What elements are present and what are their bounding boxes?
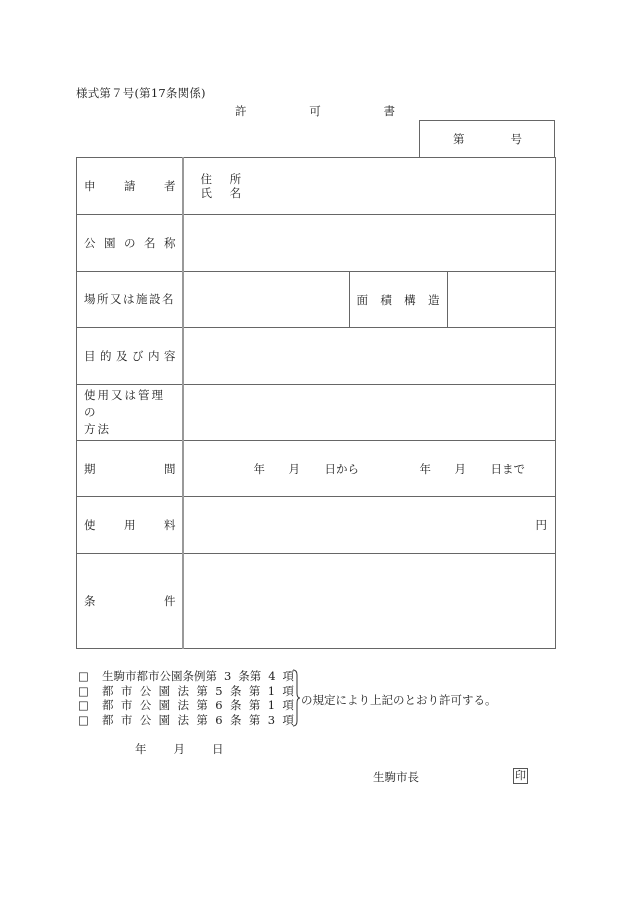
title-char: 許 bbox=[235, 104, 247, 118]
checkbox-icon[interactable]: □ bbox=[78, 683, 89, 698]
legal-text: 3 bbox=[223, 669, 232, 683]
document-title bbox=[235, 103, 395, 119]
legal-text: 3 bbox=[267, 712, 276, 727]
label-char: 的 bbox=[100, 349, 112, 363]
label-char: 件 bbox=[164, 594, 176, 608]
legal-text: 生駒市都市公園条例第 bbox=[102, 669, 217, 683]
label-char: 及 bbox=[116, 349, 128, 363]
legal-text: 都 bbox=[102, 712, 114, 727]
label-char: 構 bbox=[404, 292, 416, 307]
label-char: 料 bbox=[164, 518, 176, 532]
legal-text: 第 bbox=[196, 712, 208, 727]
legal-text: 条 bbox=[229, 712, 242, 727]
legal-text: 園 bbox=[158, 683, 171, 698]
label-line: 使用又は管理の bbox=[84, 388, 165, 419]
row-park-name bbox=[77, 215, 556, 272]
legal-text: 項 bbox=[282, 683, 294, 698]
label-char: 造 bbox=[427, 292, 440, 307]
legal-text: 第 bbox=[248, 712, 261, 727]
conditions-field[interactable] bbox=[183, 554, 556, 649]
label-area-structure bbox=[349, 272, 447, 328]
label-char: 積 bbox=[380, 292, 392, 307]
legal-text: 公 bbox=[139, 683, 152, 698]
from-day: 日から bbox=[324, 461, 359, 476]
fee-unit: 円 bbox=[535, 518, 547, 532]
label-char: 容 bbox=[164, 349, 176, 363]
checkbox-icon[interactable]: □ bbox=[78, 698, 89, 712]
fee-field[interactable] bbox=[183, 497, 556, 554]
legal-text: 公 bbox=[139, 712, 152, 727]
label-char: 称 bbox=[164, 236, 176, 250]
label-char: 請 bbox=[124, 179, 136, 193]
legal-text: 市 bbox=[120, 683, 133, 698]
title-char: 可 bbox=[309, 104, 321, 118]
location-field[interactable] bbox=[183, 272, 350, 328]
from-year: 年 bbox=[253, 461, 265, 476]
applicant-field[interactable] bbox=[183, 158, 556, 215]
label-applicant bbox=[77, 158, 183, 215]
checkbox-icon[interactable]: □ bbox=[78, 669, 89, 683]
legal-text: 条 bbox=[229, 683, 242, 698]
legal-text: 条 bbox=[229, 698, 242, 712]
label-char: 面 bbox=[356, 292, 368, 307]
issue-date[interactable] bbox=[135, 741, 251, 757]
checkbox-icon[interactable]: □ bbox=[78, 712, 89, 727]
label-char: の bbox=[124, 236, 136, 250]
legal-text: 第 bbox=[196, 698, 208, 712]
legal-text: 項 bbox=[282, 698, 294, 712]
legal-text: 条第 bbox=[238, 669, 262, 683]
period-field[interactable] bbox=[183, 441, 556, 497]
date-year: 年 bbox=[135, 742, 147, 756]
number-prefix: 第 bbox=[453, 132, 465, 146]
label-char: 目 bbox=[84, 349, 96, 363]
label-char: 申 bbox=[84, 179, 96, 193]
legal-item[interactable] bbox=[78, 684, 294, 699]
seal-icon: 印 bbox=[515, 769, 526, 782]
legal-text: 1 bbox=[267, 698, 276, 712]
area-structure-field[interactable] bbox=[447, 272, 556, 328]
label-char: 内 bbox=[148, 349, 160, 363]
label-char: 園 bbox=[104, 236, 116, 250]
date-day: 日 bbox=[212, 742, 224, 756]
label-location bbox=[77, 272, 183, 328]
from-month: 月 bbox=[288, 461, 300, 476]
legal-suffix-text: の規定により上記のとおり許可する。 bbox=[301, 693, 497, 707]
legal-text: 第 bbox=[196, 683, 208, 698]
label-char: 公 bbox=[84, 236, 96, 250]
label-line: 方法 bbox=[84, 422, 111, 436]
legal-text: 市 bbox=[120, 712, 133, 727]
permit-number-box[interactable] bbox=[419, 120, 555, 157]
label-char: 期 bbox=[84, 461, 96, 476]
legal-text: 園 bbox=[158, 712, 171, 727]
to-month: 月 bbox=[454, 461, 466, 476]
legal-text: 法 bbox=[177, 698, 189, 712]
row-purpose bbox=[77, 328, 556, 385]
legal-text: 都 bbox=[102, 683, 114, 698]
legal-text: 5 bbox=[215, 683, 223, 698]
label-char: 間 bbox=[164, 461, 176, 476]
legal-text: 市 bbox=[120, 698, 133, 712]
purpose-field[interactable] bbox=[183, 328, 556, 385]
label-char: 者 bbox=[164, 179, 176, 193]
label-char: 名 bbox=[144, 236, 156, 250]
form-id: 様式第７号(第17条関係) bbox=[76, 86, 206, 100]
legal-text: 法 bbox=[177, 712, 189, 727]
label-char: 用 bbox=[124, 518, 136, 532]
permit-form-table bbox=[76, 157, 556, 649]
to-day: 日まで bbox=[490, 461, 525, 476]
label-park-name bbox=[77, 215, 183, 272]
row-location bbox=[77, 272, 556, 328]
legal-text: 項 bbox=[282, 669, 294, 683]
row-period bbox=[77, 441, 556, 497]
legal-item[interactable] bbox=[78, 698, 294, 713]
legal-basis-list bbox=[78, 669, 294, 727]
method-field[interactable] bbox=[183, 385, 556, 441]
legal-text: 都 bbox=[102, 698, 114, 712]
label-conditions bbox=[77, 554, 183, 649]
label-char: 条 bbox=[84, 594, 96, 608]
legal-item[interactable] bbox=[78, 713, 294, 728]
name-label: 氏 名 bbox=[200, 186, 249, 200]
label-period bbox=[77, 441, 183, 497]
label-text: 場所又は施設名 bbox=[84, 292, 175, 306]
label-fee bbox=[77, 497, 183, 554]
row-conditions bbox=[77, 554, 556, 649]
legal-text: 1 bbox=[267, 683, 276, 698]
date-month: 月 bbox=[173, 742, 185, 756]
to-year: 年 bbox=[419, 461, 431, 476]
legal-text: 6 bbox=[215, 698, 223, 712]
legal-text: 園 bbox=[158, 698, 171, 712]
label-char: 使 bbox=[84, 518, 96, 532]
legal-text: 第 bbox=[248, 683, 261, 698]
legal-text: 公 bbox=[139, 698, 152, 712]
right-brace-icon bbox=[292, 669, 300, 727]
row-method bbox=[77, 385, 556, 441]
label-purpose bbox=[77, 328, 183, 385]
legal-text: 第 bbox=[248, 698, 261, 712]
issuer-name: 生駒市長 bbox=[373, 770, 419, 784]
number-suffix: 号 bbox=[510, 132, 522, 146]
park-name-field[interactable] bbox=[183, 215, 556, 272]
title-char: 書 bbox=[383, 104, 395, 118]
row-fee bbox=[77, 497, 556, 554]
label-char: び bbox=[132, 349, 144, 363]
legal-text: 法 bbox=[177, 683, 189, 698]
legal-text: 項 bbox=[282, 712, 294, 727]
legal-text: 4 bbox=[268, 669, 276, 683]
legal-item[interactable] bbox=[78, 669, 294, 684]
label-method bbox=[77, 385, 183, 441]
address-label: 住 所 bbox=[200, 172, 249, 186]
legal-text: 6 bbox=[215, 712, 223, 727]
row-applicant bbox=[77, 158, 556, 215]
